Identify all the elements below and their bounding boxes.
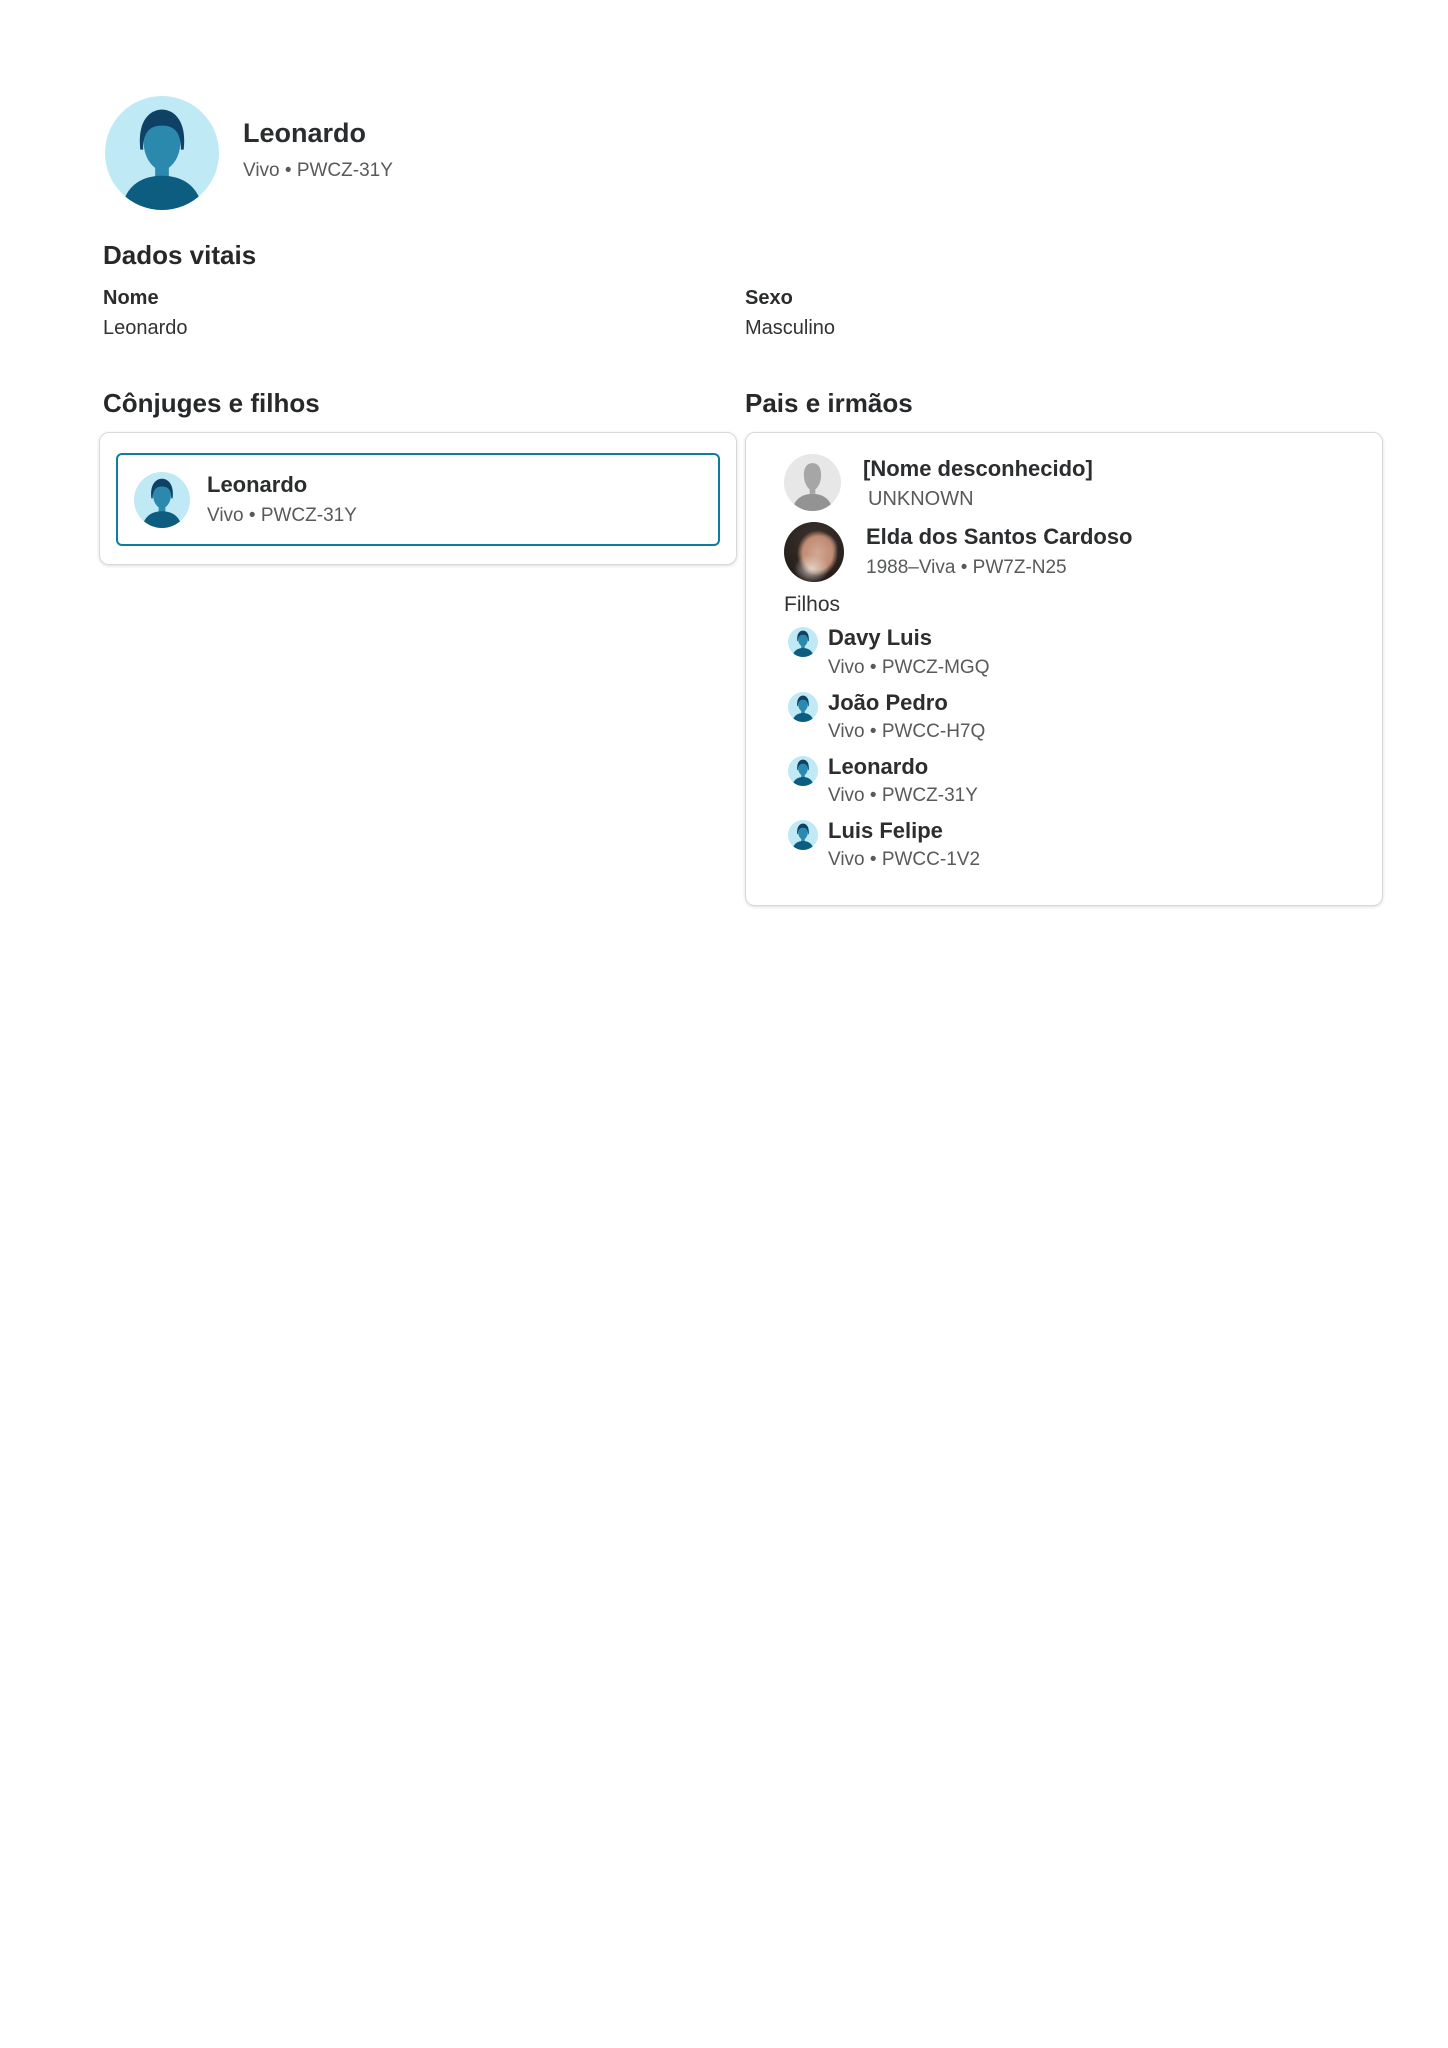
parents-section-heading: Pais e irmãos — [745, 388, 913, 418]
spouses-section-heading: Cônjuges e filhos — [103, 388, 320, 418]
child-name[interactable]: Davy Luis — [828, 625, 932, 651]
child-details: Vivo • PWCZ-31Y — [828, 785, 978, 807]
male-avatar-icon — [788, 627, 818, 657]
child-row[interactable] — [788, 625, 1364, 678]
child-details: Vivo • PWCZ-MGQ — [828, 656, 990, 678]
unknown-avatar-icon — [784, 454, 841, 511]
child-row[interactable] — [788, 818, 1364, 871]
vital-value: Leonardo — [103, 317, 188, 339]
vital-value: Masculino — [745, 317, 836, 339]
child-details: Vivo • PWCC-1V2 — [828, 849, 981, 871]
vitals-section-heading: Dados vitais — [103, 240, 257, 270]
parents-card — [745, 432, 1383, 906]
spouse-name[interactable]: Leonardo — [207, 472, 308, 498]
vital-field-sex — [745, 285, 835, 341]
mother-row[interactable] — [784, 522, 1364, 582]
vital-label: Nome — [103, 287, 159, 309]
father-name[interactable]: [Nome desconhecido] — [863, 456, 1093, 481]
page-title-person-name: Leonardo — [243, 118, 367, 148]
child-name[interactable]: João Pedro — [828, 689, 948, 715]
child-details: Vivo • PWCC-H7Q — [828, 720, 986, 742]
male-avatar-icon — [788, 820, 818, 850]
couple-card-selected[interactable] — [116, 453, 720, 546]
spouses-card — [99, 432, 737, 565]
male-avatar-icon — [105, 96, 219, 210]
person-lifespan-id: Vivo • PWCZ-31Y — [243, 160, 393, 182]
children-label: Filhos — [784, 593, 841, 617]
vital-label: Sexo — [745, 287, 793, 309]
male-avatar-icon — [788, 756, 818, 786]
male-avatar-icon — [134, 472, 190, 528]
mother-name[interactable]: Elda dos Santos Cardoso — [866, 524, 1133, 550]
vital-field-name — [103, 285, 188, 341]
father-details: UNKNOWN — [868, 488, 974, 511]
spouse-details: Vivo • PWCZ-31Y — [207, 504, 357, 526]
children-list — [788, 625, 1364, 871]
male-avatar-icon — [788, 692, 818, 722]
child-name[interactable]: Leonardo — [828, 753, 929, 779]
profile-header — [105, 96, 393, 210]
child-name[interactable]: Luis Felipe — [828, 818, 943, 844]
father-row[interactable] — [784, 454, 1364, 511]
photo-avatar — [784, 522, 844, 582]
child-row[interactable] — [788, 754, 1364, 807]
child-row[interactable] — [788, 690, 1364, 743]
mother-details: 1988–Viva • PW7Z-N25 — [866, 556, 1067, 578]
